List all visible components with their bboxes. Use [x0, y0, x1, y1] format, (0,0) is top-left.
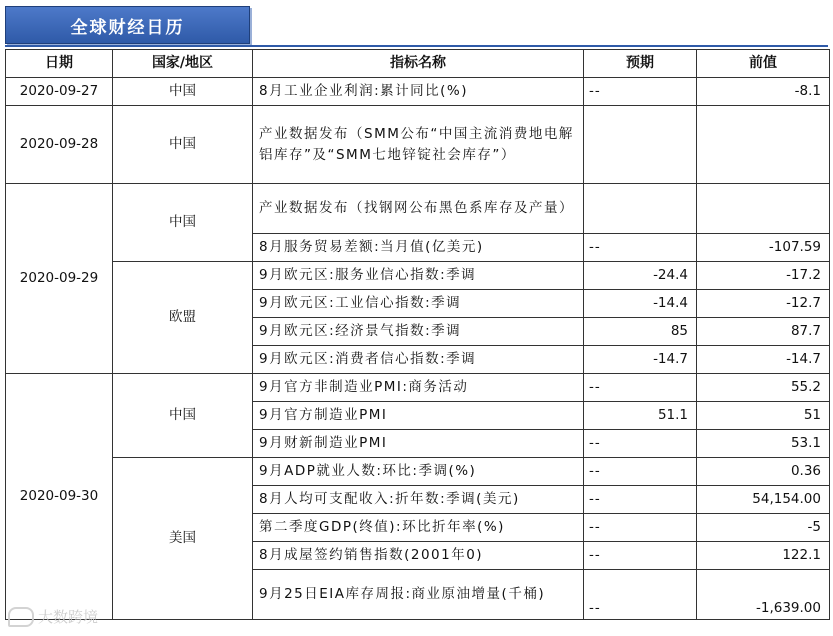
previous-cell: -5 [697, 514, 830, 542]
previous-cell: -1,639.00 [697, 570, 830, 620]
watermark [8, 606, 98, 627]
indicator-cell: 9月ADP就业人数:环比:季调(%) [253, 458, 584, 486]
indicator-cell: 9月欧元区:消费者信心指数:季调 [253, 346, 584, 374]
previous-cell: 53.1 [697, 430, 830, 458]
expected-cell: -- [584, 234, 697, 262]
indicator-cell: 9月欧元区:服务业信心指数:季调 [253, 262, 584, 290]
header-indicator: 指标名称 [253, 50, 584, 78]
expected-cell: -- [584, 78, 697, 106]
expected-cell: -- [584, 430, 697, 458]
date-cell: 2020-09-29 [6, 184, 113, 374]
expected-cell: -- [584, 458, 697, 486]
expected-cell: 85 [584, 318, 697, 346]
previous-cell: 87.7 [697, 318, 830, 346]
indicator-cell: 9月欧元区:工业信心指数:季调 [253, 290, 584, 318]
indicator-cell: 8月成屋签约销售指数(2001年0) [253, 542, 584, 570]
indicator-cell: 第二季度GDP(终值):环比折年率(%) [253, 514, 584, 542]
previous-cell: 55.2 [697, 374, 830, 402]
country-cell: 中国 [113, 106, 253, 184]
previous-cell: 0.36 [697, 458, 830, 486]
header-date: 日期 [6, 50, 113, 78]
table-row [6, 106, 830, 184]
indicator-cell: 8月工业企业利润:累计同比(%) [253, 78, 584, 106]
date-cell: 2020-09-27 [6, 78, 113, 106]
expected-cell: -14.7 [584, 346, 697, 374]
indicator-cell: 产业数据发布（SMM公布“中国主流消费地电解铝库存”及“SMM七地锌锭社会库存”） [253, 106, 584, 184]
indicator-cell: 8月人均可支配收入:折年数:季调(美元) [253, 486, 584, 514]
indicator-cell: 8月服务贸易差额:当月值(亿美元) [253, 234, 584, 262]
table-row [6, 262, 830, 290]
indicator-cell: 9月欧元区:经济景气指数:季调 [253, 318, 584, 346]
table-row [6, 458, 830, 486]
watermark-text: 大数跨境 [38, 608, 99, 626]
previous-cell: -14.7 [697, 346, 830, 374]
date-cell: 2020-09-30 [6, 374, 113, 620]
previous-cell: -107.59 [697, 234, 830, 262]
country-cell: 中国 [113, 374, 253, 458]
chat-bubble-icon [8, 607, 34, 627]
previous-cell: -8.1 [697, 78, 830, 106]
indicator-cell: 9月财新制造业PMI [253, 430, 584, 458]
country-cell: 中国 [113, 184, 253, 262]
title-underline [5, 45, 828, 47]
header-expected: 预期 [584, 50, 697, 78]
expected-cell: -- [584, 570, 697, 620]
expected-cell: -- [584, 514, 697, 542]
expected-cell: -- [584, 486, 697, 514]
calendar-title: 全球财经日历 [5, 6, 250, 44]
expected-cell: -14.4 [584, 290, 697, 318]
previous-cell: 51 [697, 402, 830, 430]
economic-calendar-table [5, 49, 830, 620]
indicator-cell: 9月25日EIA库存周报:商业原油增量(千桶) [253, 570, 584, 620]
country-cell: 美国 [113, 458, 253, 620]
previous-cell: -17.2 [697, 262, 830, 290]
indicator-cell: 9月官方制造业PMI [253, 402, 584, 430]
expected-cell: 51.1 [584, 402, 697, 430]
expected-cell: -- [584, 374, 697, 402]
indicator-cell: 产业数据发布（找钢网公布黑色系库存及产量） [253, 184, 584, 234]
table-header-row [6, 50, 830, 78]
expected-cell [584, 184, 697, 234]
header-previous: 前值 [697, 50, 830, 78]
expected-cell: -24.4 [584, 262, 697, 290]
expected-cell: -- [584, 542, 697, 570]
previous-cell: -12.7 [697, 290, 830, 318]
previous-cell [697, 184, 830, 234]
date-cell: 2020-09-28 [6, 106, 113, 184]
country-cell: 中国 [113, 78, 253, 106]
table-row [6, 184, 830, 234]
table-row [6, 374, 830, 402]
expected-cell [584, 106, 697, 184]
previous-cell: 54,154.00 [697, 486, 830, 514]
previous-cell [697, 106, 830, 184]
header-country: 国家/地区 [113, 50, 253, 78]
table-row [6, 78, 830, 106]
previous-cell: 122.1 [697, 542, 830, 570]
indicator-cell: 9月官方非制造业PMI:商务活动 [253, 374, 584, 402]
country-cell: 欧盟 [113, 262, 253, 374]
